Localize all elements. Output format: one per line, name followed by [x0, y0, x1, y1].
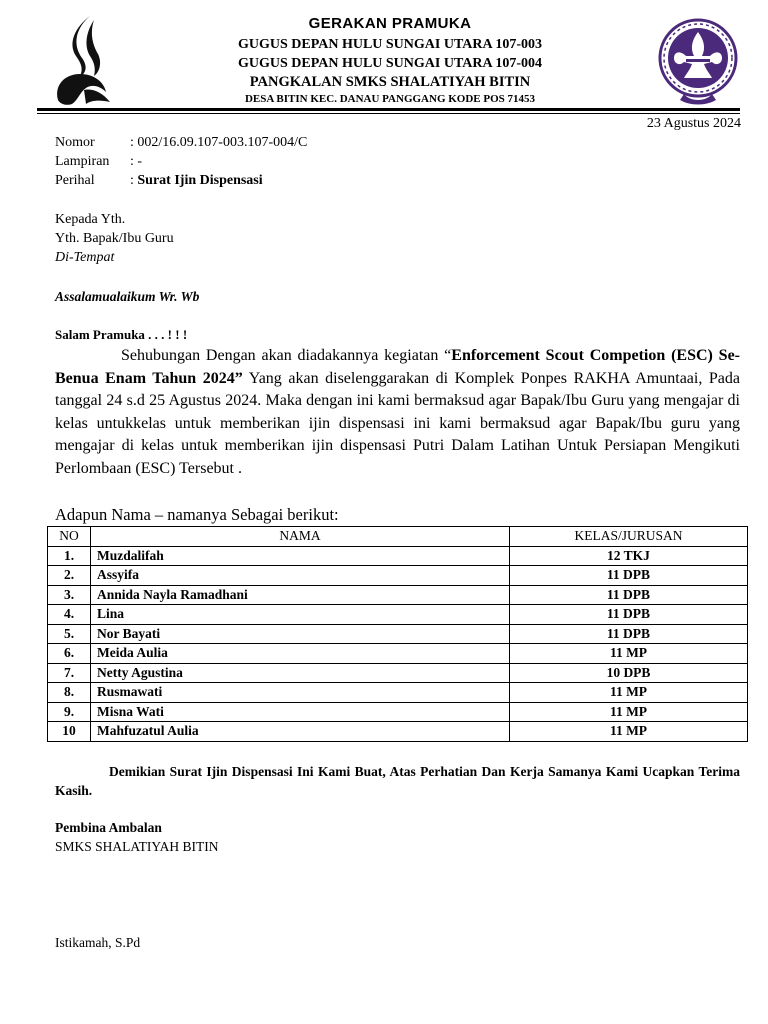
row-no: 1.: [48, 546, 91, 566]
recipient-yth: Yth. Bapak/Ibu Guru: [55, 231, 174, 246]
meta-nomor-value: : 002/16.09.107-003.107-004/C: [130, 135, 308, 150]
row-no: 9.: [48, 702, 91, 722]
row-no: 2.: [48, 566, 91, 586]
row-name: Lina: [91, 605, 510, 625]
row-kelas: 11 DPB: [510, 566, 748, 586]
participants-table: [47, 526, 748, 742]
row-no: 5.: [48, 624, 91, 644]
row-name: Netty Agustina: [91, 663, 510, 683]
row-kelas: 11 MP: [510, 644, 748, 664]
table-row: [48, 683, 748, 703]
letterhead-pangkalan: PANGKALAN SMKS SHALATIYAH BITIN: [249, 74, 531, 90]
meta-perihal-colon: :: [130, 173, 138, 188]
row-kelas: 10 DPB: [510, 663, 748, 683]
meta-lampiran-label: Lampiran: [55, 154, 110, 169]
row-kelas: 11 MP: [510, 722, 748, 742]
row-name: Muzdalifah: [91, 546, 510, 566]
body-paragraph: [55, 345, 740, 480]
table-row: [48, 605, 748, 625]
meta-nomor: [55, 135, 307, 151]
body-rest: Yang akan diselenggarakan di Komplek Ponpes RAKHA Amuntaai, Pada tanggal 24 s.d 25 Agustus 2024. Maka dengan ini kami bermaksud agar Bapak/Ibu Guru yang mengajar di kelas untukkelas untuk memberikan ijin dispensasi ini kami bermaksud agar Bapak/Ibu guru yang mengajar di kelas untuk memberikan ijin dispensasi Putri Dalam Latihan Untuk Persiapan Mengikuti Perlombaan (ESC) Tersebut .: [55, 369, 741, 477]
recipient-tempat: Di-Tempat: [55, 250, 115, 265]
table-row: [48, 663, 748, 683]
letterhead-rule-thin: [37, 113, 740, 114]
greeting: Assalamualaikum Wr. Wb: [55, 289, 200, 304]
table-row: [48, 644, 748, 664]
letterhead-rule-thick: [37, 108, 740, 111]
table-row: [48, 702, 748, 722]
row-no: 3.: [48, 585, 91, 605]
table-header-row: [48, 527, 748, 547]
row-kelas: 11 DPB: [510, 624, 748, 644]
row-name: Mahfuzatul Aulia: [91, 722, 510, 742]
body-intro: Sehubungan Dengan akan diadakannya kegiatan “: [121, 347, 452, 364]
letterhead-title: GERAKAN PRAMUKA: [308, 15, 472, 32]
meta-lampiran: [55, 154, 142, 170]
body-event-name: Enforcement Scout Competion (ESC) Se-Benua Enam Tahun 2024”: [55, 347, 740, 387]
row-no: 6.: [48, 644, 91, 664]
table-row: [48, 722, 748, 742]
row-kelas: 11 DPB: [510, 585, 748, 605]
row-name: Misna Wati: [91, 702, 510, 722]
row-no: 4.: [48, 605, 91, 625]
meta-perihal-value: Surat Ijin Dispensasi: [137, 173, 263, 188]
closing-paragraph: Demikian Surat Ijin Dispensasi Ini Kami Buat, Atas Perhatian Dan Kerja Samanya Kami Ucapkan Terima Kasih.: [55, 764, 740, 798]
row-no: 10: [48, 722, 91, 742]
list-intro: Adapun Nama – namanya Sebagai berikut:: [55, 505, 339, 524]
row-name: Assyifa: [91, 566, 510, 586]
meta-perihal-label: Perihal: [55, 173, 95, 188]
letter-date: 23 Agustus 2024: [646, 116, 741, 131]
meta-perihal: [55, 173, 263, 189]
row-kelas: 11 DPB: [510, 605, 748, 625]
table-header-no: NO: [48, 527, 91, 547]
recipient-kepada: Kepada Yth.: [55, 212, 126, 227]
signature-name: Istikamah, S.Pd: [55, 935, 141, 950]
meta-nomor-label: Nomor: [55, 135, 95, 150]
row-name: Rusmawati: [91, 683, 510, 703]
salam-pramuka: Salam Pramuka . . . ! ! !: [55, 327, 188, 342]
letterhead-gugus-1: GUGUS DEPAN HULU SUNGAI UTARA 107-003: [237, 37, 542, 52]
table-row: [48, 624, 748, 644]
letterhead-address: DESA BITIN KEC. DANAU PANGGANG KODE POS 71453: [244, 93, 536, 105]
row-name: Annida Nayla Ramadhani: [91, 585, 510, 605]
row-no: 8.: [48, 683, 91, 703]
signature-role: Pembina Ambalan: [55, 820, 162, 835]
row-kelas: 11 MP: [510, 683, 748, 703]
row-kelas: 11 MP: [510, 702, 748, 722]
table-header-nama: NAMA: [91, 527, 510, 547]
row-kelas: 12 TKJ: [510, 546, 748, 566]
table-row: [48, 585, 748, 605]
row-no: 7.: [48, 663, 91, 683]
table-header-kelas: KELAS/JURUSAN: [510, 527, 748, 547]
letterhead-gugus-2: GUGUS DEPAN HULU SUNGAI UTARA 107-004: [237, 56, 542, 71]
table-row: [48, 546, 748, 566]
row-name: Nor Bayati: [91, 624, 510, 644]
scout-emblem-icon: [656, 16, 742, 106]
row-name: Meida Aulia: [91, 644, 510, 664]
signature-school: SMKS SHALATIYAH BITIN: [55, 839, 219, 854]
meta-lampiran-value: : -: [130, 154, 143, 169]
tunas-kelapa-logo-icon: [50, 14, 114, 110]
table-row: [48, 566, 748, 586]
